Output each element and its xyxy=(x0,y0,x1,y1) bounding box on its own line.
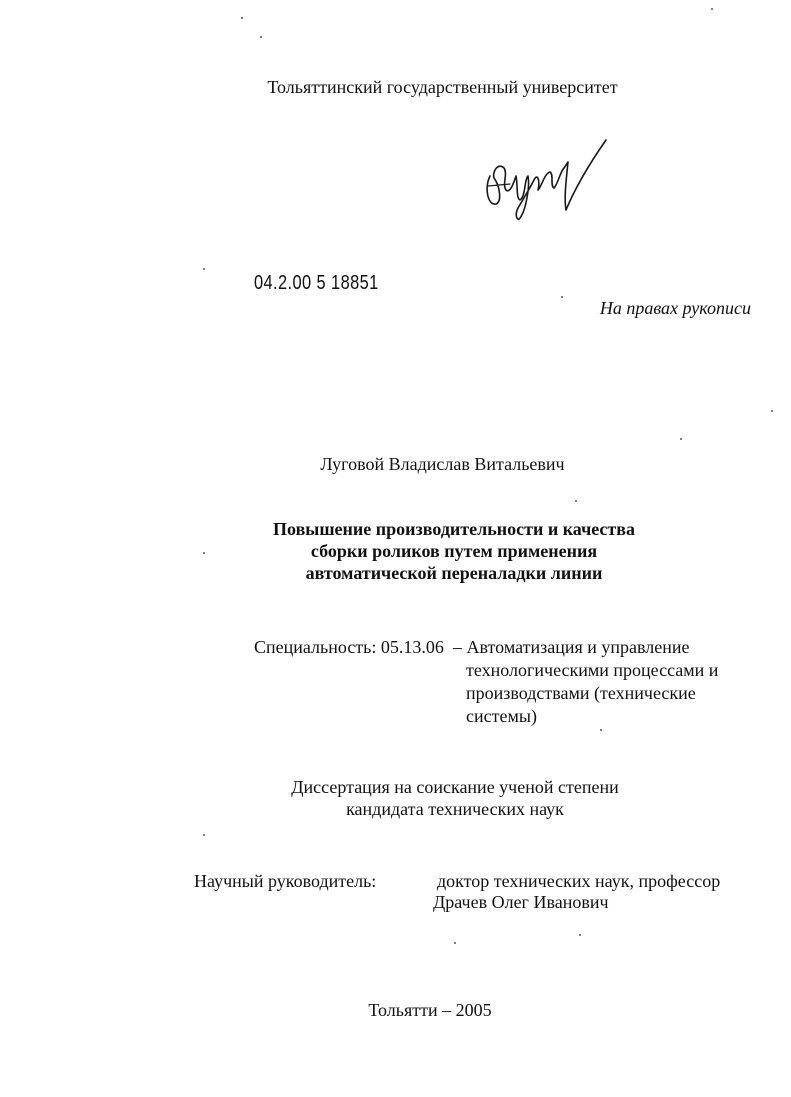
specialty-description xyxy=(453,636,719,728)
title-line: сборки роликов путем применения xyxy=(310,541,598,561)
supervisor-label: Научный руководитель: xyxy=(194,871,377,891)
scan-speck xyxy=(260,36,262,38)
scan-speck xyxy=(454,942,456,944)
city-and-year: Тольятти – 2005 xyxy=(368,1000,492,1020)
specialty-label: Специальность: 05.13.06 xyxy=(254,637,444,657)
supervisor-title: доктор технических наук, профессор xyxy=(437,871,721,891)
scan-speck xyxy=(680,438,682,440)
scan-speck xyxy=(241,17,243,19)
scan-speck xyxy=(711,8,713,10)
supervisor-name: Драчев Олег Иванович xyxy=(433,892,609,912)
university-name: Тольяттинский государственный университет xyxy=(267,77,618,97)
title-line: Повышение производительности и качества xyxy=(273,519,635,539)
degree-line: кандидата технических наук xyxy=(346,799,564,819)
dissertation-title xyxy=(0,518,791,584)
title-line: автоматической переналадки линии xyxy=(305,563,603,583)
author-name: Луговой Владислав Витальевич xyxy=(320,454,565,474)
specialty-line: – Автоматизация и управление xyxy=(453,637,690,657)
scan-speck xyxy=(561,296,563,298)
scan-speck xyxy=(203,268,205,270)
specialty-line: технологическими процессами и xyxy=(466,660,719,680)
scan-speck xyxy=(771,410,773,412)
degree-line: Диссертация на соискание ученой степени xyxy=(291,777,619,797)
scan-speck xyxy=(600,729,602,731)
scan-speck xyxy=(203,834,205,836)
degree-statement xyxy=(0,776,791,820)
manuscript-rights-note: На правах рукописи xyxy=(599,298,751,318)
registration-number: 04.2.00 5 18851 xyxy=(254,272,379,294)
scan-speck xyxy=(579,934,581,936)
scan-speck xyxy=(575,500,577,502)
scan-speck xyxy=(203,552,205,554)
specialty-line: производствами (технические xyxy=(466,683,696,703)
specialty-line: системы) xyxy=(466,706,537,726)
handwritten-signature xyxy=(480,126,610,226)
